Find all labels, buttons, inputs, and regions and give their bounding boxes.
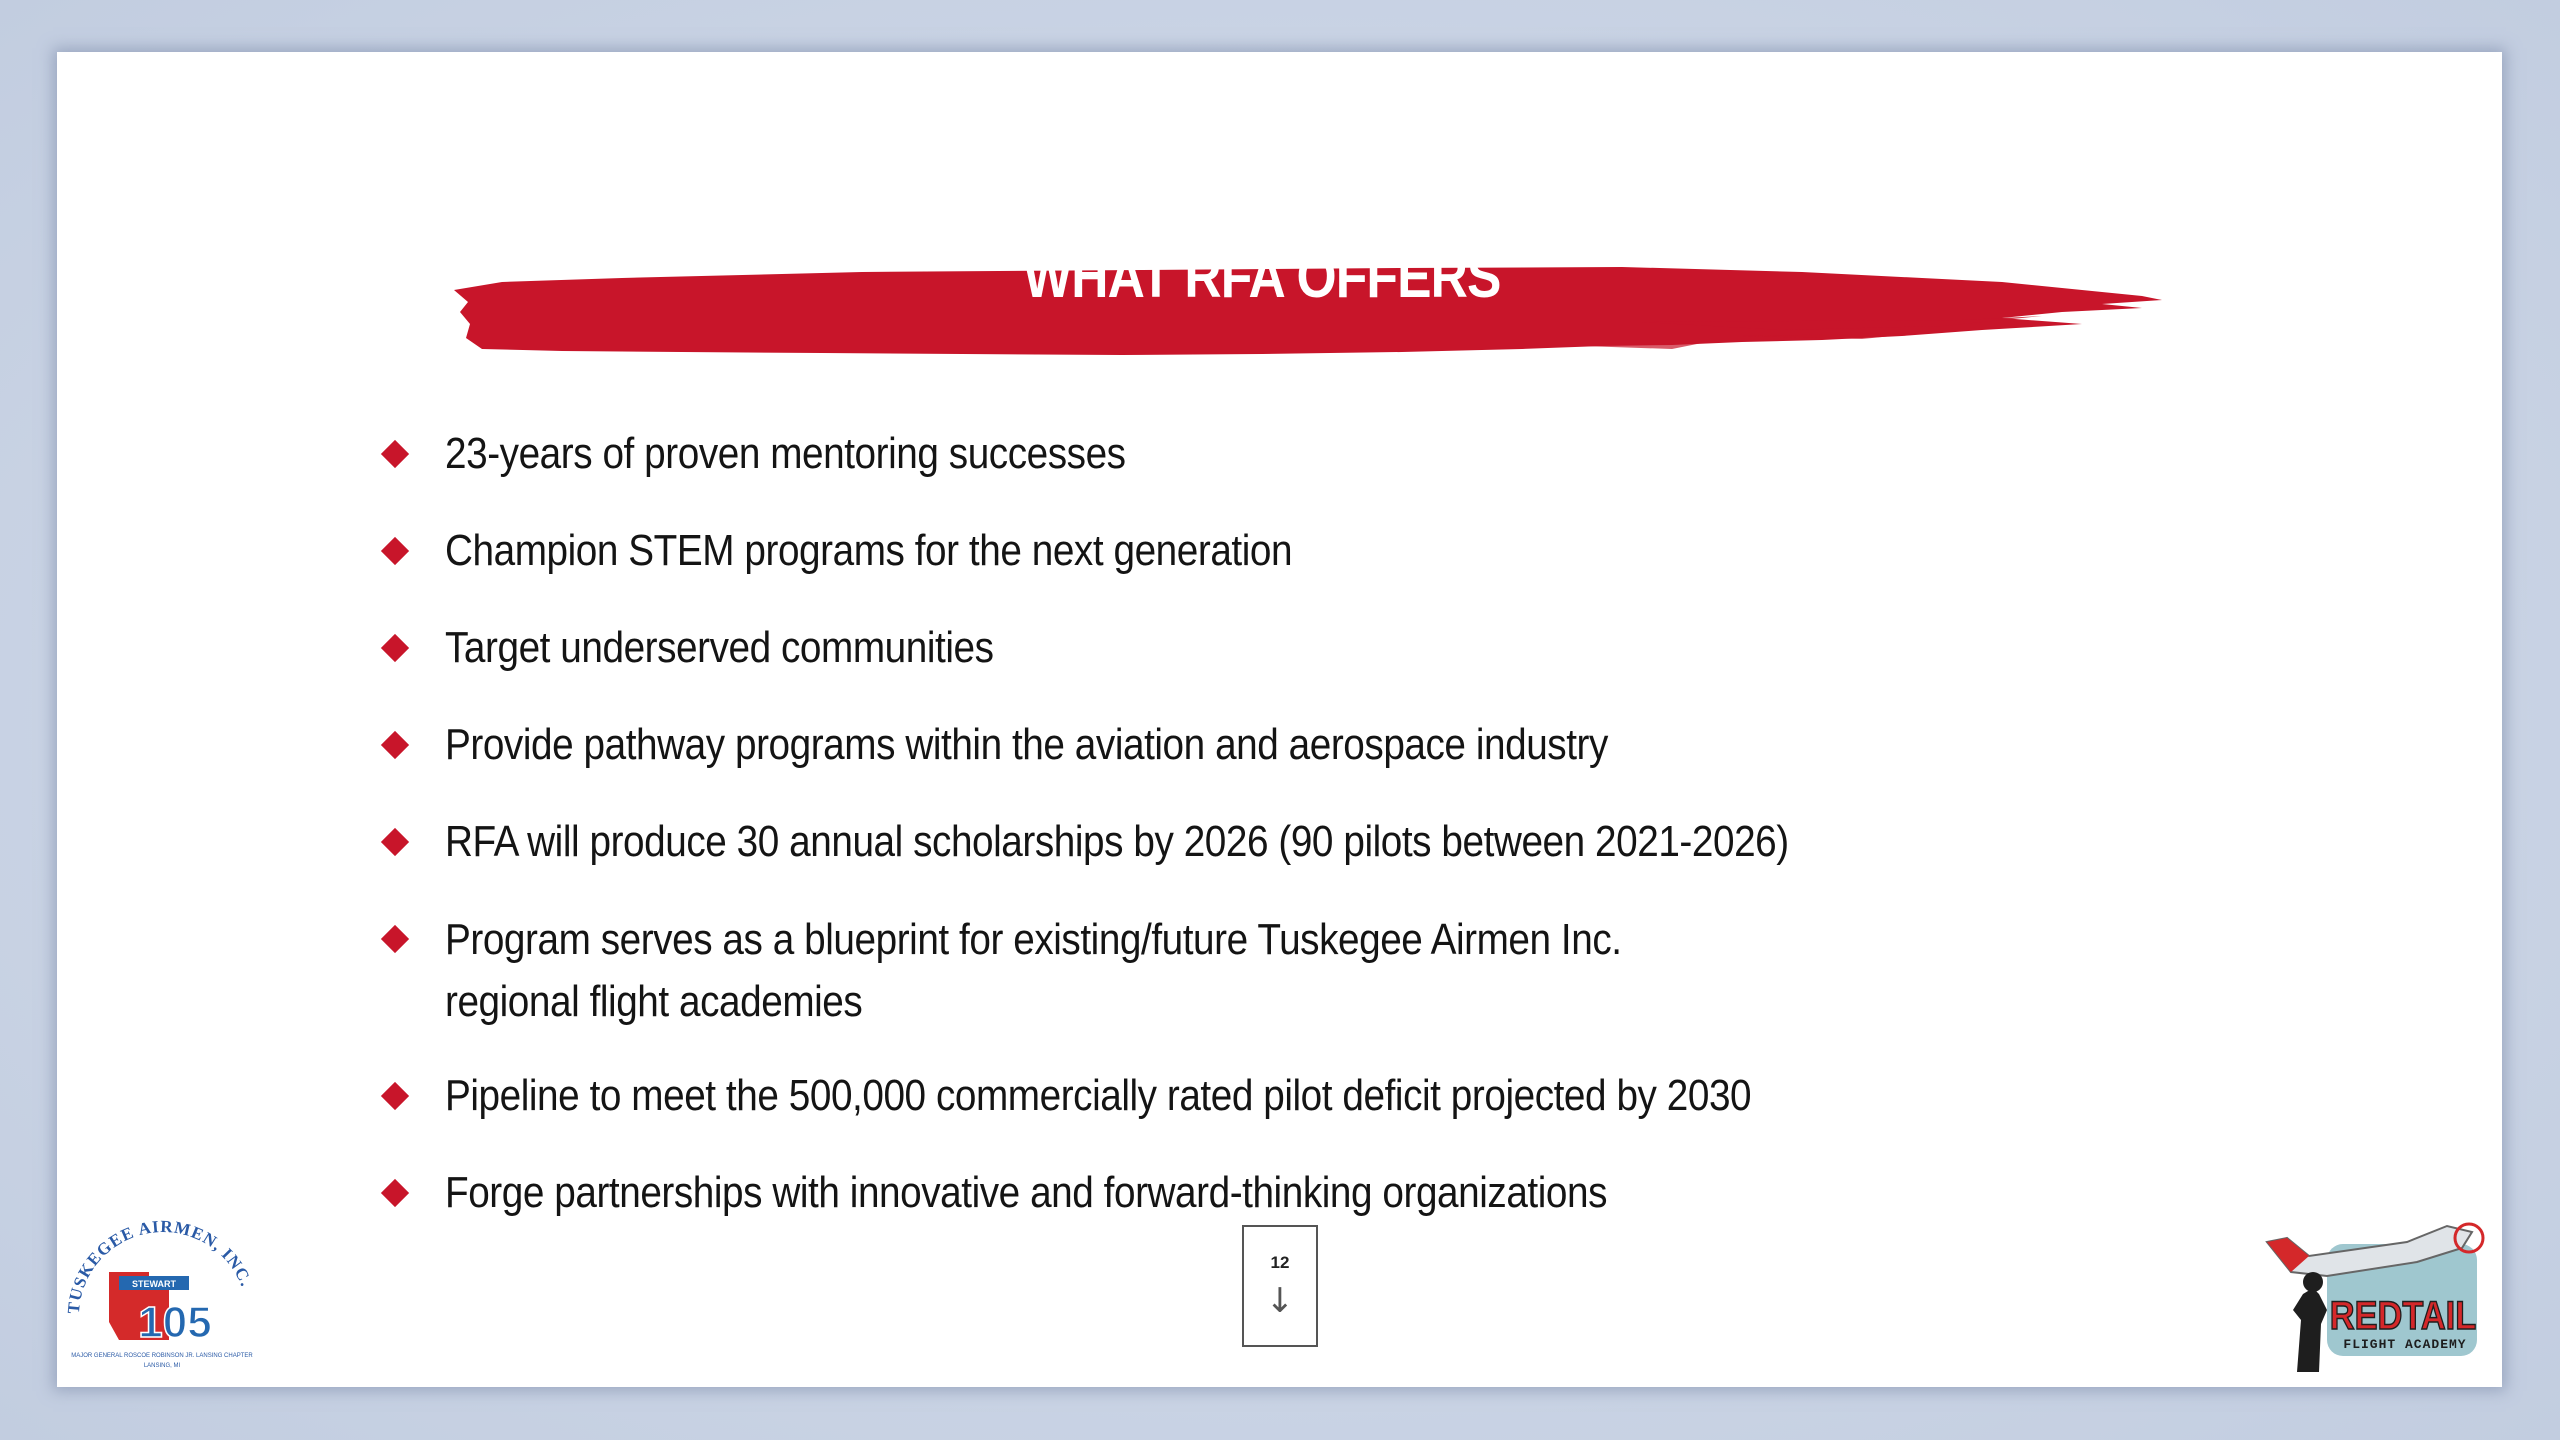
logo-badge-number: 105 — [138, 1298, 212, 1347]
diamond-bullet-icon — [381, 1082, 409, 1110]
bullet-text: RFA will produce 30 annual scholarships by 2026 (90 pilots between 2021-2026) — [445, 817, 1789, 866]
redtail-flight-academy-logo — [2257, 1202, 2497, 1377]
pilot-silhouette-icon — [2293, 1288, 2327, 1372]
bullet-item — [377, 812, 2177, 872]
bullet-item — [377, 715, 2177, 775]
bullet-text: Pipeline to meet the 500,000 commercially rated pilot deficit projected by 2030 — [445, 1071, 1752, 1120]
diamond-bullet-icon — [381, 828, 409, 856]
diamond-bullet-icon — [381, 925, 409, 953]
bullet-text: Provide pathway programs within the aviation and aerospace industry — [445, 720, 1608, 769]
bullet-text: Forge partnerships with innovative and forward-thinking organizations — [445, 1168, 1608, 1217]
bullet-text: 23-years of proven mentoring successes — [445, 429, 1126, 478]
logo-arc-text: TUSKEGEE AIRMEN, INC. — [63, 1216, 257, 1315]
diamond-bullet-icon — [381, 634, 409, 662]
logo-city: LANSING, MI — [143, 1363, 181, 1369]
logo-badge-label: STEWART — [132, 1279, 176, 1289]
bullet-text: Program serves as a blueprint for existing/future Tuskegee Airmen Inc. regional flight academies — [445, 915, 1622, 1026]
bullet-text: Target underserved communities — [445, 623, 994, 672]
arrow-down-icon: ↓ — [1265, 1281, 1295, 1321]
diamond-bullet-icon — [381, 1179, 409, 1207]
bullet-item — [377, 618, 2177, 678]
bullet-item — [377, 1066, 2177, 1126]
logo-name: REDTAIL — [2329, 1292, 2477, 1338]
bullet-item — [377, 424, 2177, 484]
title-banner — [442, 212, 2182, 382]
page-number-box — [1242, 1225, 1318, 1347]
bullet-item — [377, 521, 2177, 581]
page-number: 12 — [1270, 1253, 1290, 1272]
logo-subtitle: FLIGHT ACADEMY — [2343, 1337, 2467, 1352]
slide-title: WHAT RFA OFFERS — [1023, 243, 1501, 310]
bullet-item — [377, 909, 2177, 1033]
bullet-list — [377, 424, 2177, 1260]
diamond-bullet-icon — [381, 440, 409, 468]
logo-fine-print: MAJOR GENERAL ROSCOE ROBINSON JR. LANSING CHAPTER — [71, 1353, 253, 1359]
diamond-bullet-icon — [381, 537, 409, 565]
slide — [57, 52, 2502, 1387]
pilot-head-icon — [2303, 1272, 2323, 1292]
tuskegee-airmen-logo — [57, 1202, 267, 1382]
bullet-item — [377, 1163, 2177, 1223]
diamond-bullet-icon — [381, 731, 409, 759]
bullet-text: Champion STEM programs for the next generation — [445, 526, 1293, 575]
